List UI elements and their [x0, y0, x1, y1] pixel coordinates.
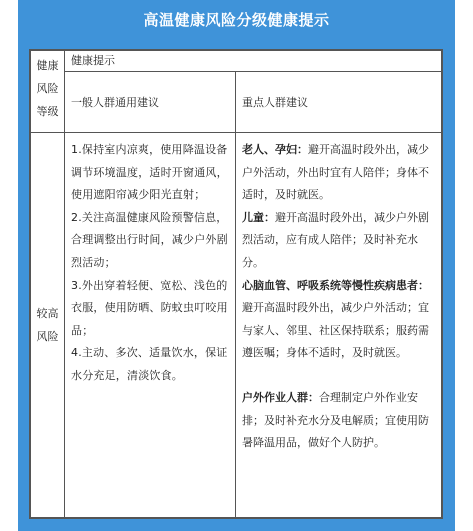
general-advice-item: 2.关注高温健康风险预警信息，合理调整出行时间，减少户外剧烈活动；: [71, 210, 228, 269]
advisory-card: [18, 0, 455, 531]
key-advice-item: [242, 139, 436, 207]
key-advice-text: 避开高温时段外出，减少户外剧烈活动，应有成人陪伴；及时补充水分。: [242, 210, 429, 269]
advisory-table-container: [29, 49, 443, 519]
key-advice-item: [242, 275, 436, 365]
key-advice-label: 儿童：: [242, 210, 275, 224]
key-advice-text: 避开高温时段外出，减少户外活动；宜与家人、邻里、社区保持联系；服药需遵医嘱；身体不适时，及时就医。: [242, 301, 429, 360]
header-risk-level-line1: 健康: [36, 59, 59, 72]
key-advice-label: 老人、孕妇：: [242, 143, 308, 156]
header-general-population: [65, 72, 236, 133]
header-general-population-label: 一般人群通用建议: [71, 96, 159, 109]
header-risk-level-line2: 风险: [36, 82, 59, 95]
risk-level-line1: 较高: [36, 307, 59, 320]
header-key-population: [236, 72, 442, 133]
key-advice-item: [242, 207, 436, 275]
header-key-population-label: 重点人群建议: [242, 96, 308, 109]
header-risk-level: [31, 51, 65, 133]
key-advice-text: 合理制定户外作业安排；及时补充水分及电解质；宜使用防暑降温用品，做好个人防护。: [242, 390, 429, 450]
header-health-tips: 健康提示: [65, 51, 442, 72]
general-advice-item: 4.主动、多次、适量饮水，保证水分充足，清淡饮食。: [71, 346, 228, 382]
key-advice-item: [242, 387, 436, 455]
key-advice-label: 心脑血管、呼吸系统等慢性疾病患者：: [242, 278, 429, 292]
general-advice-item: 1.保持室内凉爽，使用降温设备调节环境温度，适时开窗通风，使用遮阳帘减少阳光直射；: [71, 143, 228, 202]
general-advice-item: 3.外出穿着轻便、宽松、浅色的衣服，使用防晒、防蚊虫叮咬用品；: [71, 278, 228, 337]
table-row: [31, 133, 442, 518]
page-title: 高温健康风险分级健康提示: [143, 10, 330, 29]
key-advice-cell: [236, 133, 442, 518]
table-header-row: [31, 51, 442, 72]
header-risk-level-line3: 等级: [36, 105, 59, 118]
key-advice-text: 避开高温时段外出，减少户外活动，外出时宜有人陪伴；身体不适时，及时就医。: [242, 143, 429, 202]
table-subheader-row: [31, 72, 442, 133]
key-advice-label: 户外作业人群：: [242, 390, 319, 404]
general-advice-cell: [65, 133, 236, 518]
advisory-table: [30, 50, 442, 518]
risk-level-line2: 风险: [36, 330, 59, 343]
risk-level-cell: [31, 133, 65, 518]
